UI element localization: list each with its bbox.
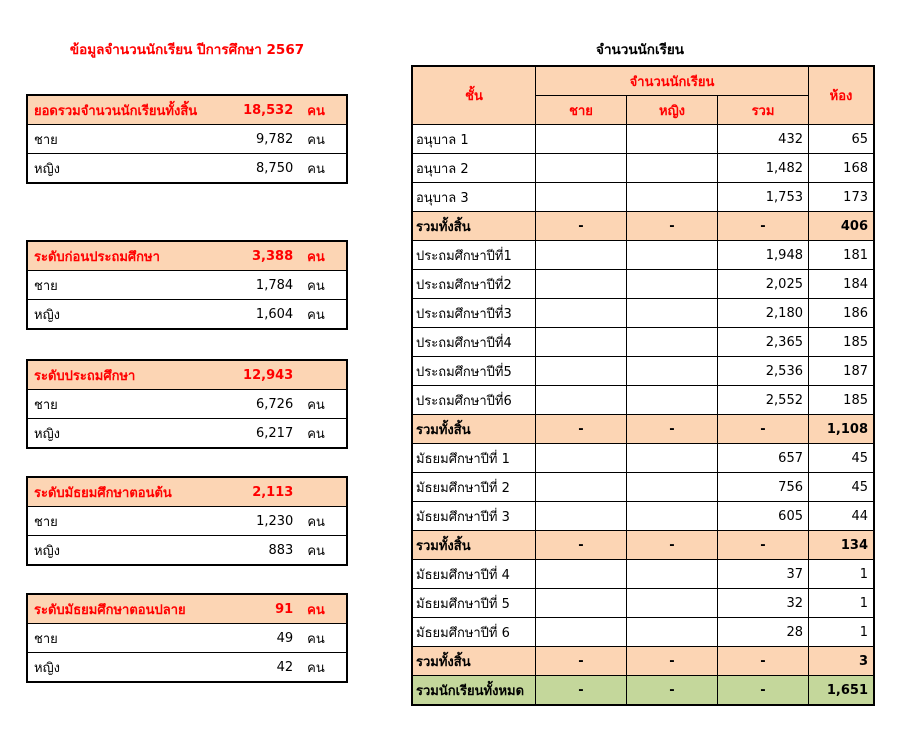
table-row: [412, 618, 874, 647]
summary-primary-row: [27, 360, 347, 390]
rooms-cell: 168: [809, 154, 875, 183]
rooms-cell: 184: [809, 270, 875, 299]
female-cell: [627, 444, 718, 473]
total-cell: 756: [718, 473, 809, 502]
table-row: [412, 589, 874, 618]
rooms-cell: 185: [809, 328, 875, 357]
summary-total-male-unit: คน: [293, 125, 347, 154]
grade-cell: ประถมศึกษาปีที่1: [412, 241, 536, 270]
grade-cell: ประถมศึกษาปีที่6: [412, 386, 536, 415]
summary-total-table: [26, 94, 348, 184]
summary-total-male-value: 9,782: [228, 125, 293, 154]
male-cell: [536, 502, 627, 531]
total-cell: 32: [718, 589, 809, 618]
summary-pre-female-value: 1,604: [255, 306, 294, 322]
female-cell: [627, 473, 718, 502]
summary-primary-unit: [293, 360, 347, 390]
grade-cell: อนุบาล 1: [412, 125, 536, 154]
summary-total-female-row: [27, 154, 347, 184]
summary-lower-value: 2,113: [229, 477, 293, 507]
table-row: [412, 299, 874, 328]
table-row: [412, 328, 874, 357]
rooms-cell: 44: [809, 502, 875, 531]
summary-pre-male-value: 1,784: [229, 271, 294, 300]
header-male: ชาย: [536, 96, 627, 125]
total-cell: -: [718, 212, 809, 241]
summary-pre-male-unit: คน: [293, 271, 347, 300]
female-cell: [627, 357, 718, 386]
male-cell: -: [536, 212, 627, 241]
summary-pre-male-row: [27, 271, 347, 300]
table-row: [412, 502, 874, 531]
female-cell: -: [627, 647, 718, 676]
total-cell: -: [718, 415, 809, 444]
male-cell: [536, 618, 627, 647]
header-rooms: ห้อง: [809, 66, 875, 125]
table-row: [412, 560, 874, 589]
summary-upper-table: [26, 593, 348, 683]
female-cell: [627, 589, 718, 618]
table-row: [412, 357, 874, 386]
summary-total-male-row: [27, 125, 347, 154]
summary-upper-unit: คน: [293, 594, 347, 624]
table-row: [412, 241, 874, 270]
summary-primary-male-unit: คน: [293, 390, 347, 419]
female-cell: [627, 270, 718, 299]
table-row: [412, 473, 874, 502]
female-cell: -: [627, 212, 718, 241]
summary-upper-female-value: 42: [276, 659, 294, 675]
summary-pre-female-label: หญิง: [34, 307, 60, 323]
rooms-cell: 45: [809, 473, 875, 502]
grade-cell: ประถมศึกษาปีที่5: [412, 357, 536, 386]
rooms-cell: 181: [809, 241, 875, 270]
summary-pre-value: 3,388: [229, 241, 294, 271]
male-cell: [536, 241, 627, 270]
summary-upper-value: 91: [230, 594, 293, 624]
table-row: [412, 154, 874, 183]
grade-cell: รวมทั้งสิ้น: [412, 212, 536, 241]
table-row: [412, 270, 874, 299]
header-grade: ชั้น: [412, 66, 536, 125]
male-cell: -: [536, 676, 627, 706]
summary-pre-table: [26, 240, 348, 330]
female-cell: [627, 618, 718, 647]
rooms-cell: 1: [809, 618, 875, 647]
summary-total-value: 18,532: [228, 95, 293, 125]
female-cell: [627, 299, 718, 328]
summary-total-female-value: 8,750: [256, 160, 294, 176]
female-cell: [627, 386, 718, 415]
summary-total-unit: คน: [293, 95, 347, 125]
table-header-row: [412, 66, 874, 96]
female-cell: [627, 183, 718, 212]
subtotal-row: [412, 531, 874, 560]
summary-upper-male-unit: คน: [293, 624, 347, 653]
summary-primary-male-label: ชาย: [27, 390, 228, 419]
total-cell: -: [718, 531, 809, 560]
summary-upper-female-row: [27, 653, 347, 683]
grade-cell: มัธยมศึกษาปีที่ 3: [412, 502, 536, 531]
summary-lower-male-label: ชาย: [27, 507, 229, 536]
female-cell: [627, 241, 718, 270]
header-students: จำนวนนักเรียน: [536, 66, 809, 96]
total-cell: 1,482: [718, 154, 809, 183]
summary-lower-female-value: 883: [268, 542, 294, 558]
summary-lower-female-unit: คน: [307, 543, 325, 559]
summary-title: ข้อมูลจำนวนนักเรียน ปีการศึกษา 2567: [69, 42, 305, 58]
table-row: [412, 183, 874, 212]
summary-pre-female-unit: คน: [307, 307, 325, 323]
summary-total-male-label: ชาย: [27, 125, 228, 154]
male-cell: [536, 328, 627, 357]
female-cell: -: [627, 415, 718, 444]
male-cell: -: [536, 415, 627, 444]
grade-cell: ประถมศึกษาปีที่2: [412, 270, 536, 299]
total-cell: 28: [718, 618, 809, 647]
summary-total-female-label: หญิง: [34, 161, 60, 177]
summary-upper-female-unit: คน: [307, 660, 325, 676]
rooms-cell: 1,108: [809, 415, 875, 444]
table-row: [412, 386, 874, 415]
grade-cell: มัธยมศึกษาปีที่ 1: [412, 444, 536, 473]
rooms-cell: 45: [809, 444, 875, 473]
summary-pre-label: ระดับก่อนประถมศึกษา: [27, 241, 229, 271]
rooms-cell: 173: [809, 183, 875, 212]
summary-primary-female-row: [27, 419, 347, 449]
table-title: จำนวนนักเรียน: [596, 42, 684, 58]
summary-lower-female-row: [27, 536, 347, 566]
grade-cell: ประถมศึกษาปีที่3: [412, 299, 536, 328]
summary-lower-male-value: 1,230: [229, 507, 293, 536]
male-cell: [536, 125, 627, 154]
subtotal-row: [412, 647, 874, 676]
female-cell: [627, 502, 718, 531]
rooms-cell: 406: [809, 212, 875, 241]
female-cell: [627, 560, 718, 589]
male-cell: [536, 357, 627, 386]
students-by-grade-table: [411, 65, 875, 706]
table-row: [412, 125, 874, 154]
summary-total-label: ยอดรวมจำนวนนักเรียนทั้งสิ้น: [27, 95, 228, 125]
total-cell: -: [718, 647, 809, 676]
male-cell: [536, 154, 627, 183]
header-total: รวม: [718, 96, 809, 125]
summary-upper-female-label: หญิง: [34, 660, 60, 676]
summary-lower-female-label: หญิง: [34, 543, 60, 559]
grade-cell: รวมทั้งสิ้น: [412, 647, 536, 676]
total-cell: 2,180: [718, 299, 809, 328]
summary-total-row: [27, 95, 347, 125]
total-cell: -: [718, 676, 809, 706]
grade-cell: มัธยมศึกษาปีที่ 5: [412, 589, 536, 618]
grade-cell: มัธยมศึกษาปีที่ 2: [412, 473, 536, 502]
grade-cell: อนุบาล 3: [412, 183, 536, 212]
summary-lower-unit: [293, 477, 347, 507]
rooms-cell: 187: [809, 357, 875, 386]
summary-lower-male-unit: คน: [293, 507, 347, 536]
grade-cell: มัธยมศึกษาปีที่ 4: [412, 560, 536, 589]
total-cell: 432: [718, 125, 809, 154]
grade-cell: รวมนักเรียนทั้งหมด: [412, 676, 536, 706]
summary-lower-row: [27, 477, 347, 507]
total-cell: 1,948: [718, 241, 809, 270]
male-cell: -: [536, 531, 627, 560]
summary-lower-male-row: [27, 507, 347, 536]
summary-pre-unit: คน: [293, 241, 347, 271]
female-cell: -: [627, 676, 718, 706]
male-cell: [536, 560, 627, 589]
female-cell: [627, 154, 718, 183]
rooms-cell: 1,651: [809, 676, 875, 706]
total-cell: 2,025: [718, 270, 809, 299]
male-cell: [536, 270, 627, 299]
summary-upper-male-label: ชาย: [27, 624, 230, 653]
rooms-cell: 134: [809, 531, 875, 560]
subtotal-row: [412, 415, 874, 444]
summary-pre-row: [27, 241, 347, 271]
header-female: หญิง: [627, 96, 718, 125]
grade-cell: รวมทั้งสิ้น: [412, 415, 536, 444]
grand-total-row: [412, 676, 874, 706]
rooms-cell: 3: [809, 647, 875, 676]
summary-primary-female-label: หญิง: [34, 426, 60, 442]
table-row: [412, 444, 874, 473]
summary-upper-row: [27, 594, 347, 624]
male-cell: -: [536, 647, 627, 676]
summary-primary-label: ระดับประถมศึกษา: [27, 360, 228, 390]
total-cell: 2,365: [718, 328, 809, 357]
total-cell: 657: [718, 444, 809, 473]
female-cell: -: [627, 531, 718, 560]
grade-cell: อนุบาล 2: [412, 154, 536, 183]
summary-pre-male-label: ชาย: [27, 271, 229, 300]
rooms-cell: 65: [809, 125, 875, 154]
male-cell: [536, 444, 627, 473]
summary-primary-male-value: 6,726: [228, 390, 293, 419]
summary-lower-table: [26, 476, 348, 566]
grade-cell: รวมทั้งสิ้น: [412, 531, 536, 560]
summary-upper-male-row: [27, 624, 347, 653]
subtotal-row: [412, 212, 874, 241]
male-cell: [536, 183, 627, 212]
grade-cell: ประถมศึกษาปีที่4: [412, 328, 536, 357]
summary-upper-label: ระดับมัธยมศึกษาตอนปลาย: [27, 594, 230, 624]
male-cell: [536, 299, 627, 328]
summary-primary-value: 12,943: [228, 360, 293, 390]
total-cell: 1,753: [718, 183, 809, 212]
male-cell: [536, 473, 627, 502]
summary-total-female-unit: คน: [307, 161, 325, 177]
total-cell: 37: [718, 560, 809, 589]
rooms-cell: 1: [809, 589, 875, 618]
summary-upper-male-value: 49: [230, 624, 293, 653]
female-cell: [627, 125, 718, 154]
summary-primary-table: [26, 359, 348, 449]
summary-primary-female-unit: คน: [307, 426, 325, 442]
rooms-cell: 1: [809, 560, 875, 589]
summary-primary-female-value: 6,217: [256, 425, 294, 441]
grade-cell: มัธยมศึกษาปีที่ 6: [412, 618, 536, 647]
male-cell: [536, 386, 627, 415]
summary-lower-label: ระดับมัธยมศึกษาตอนต้น: [27, 477, 229, 507]
rooms-cell: 186: [809, 299, 875, 328]
summary-primary-male-row: [27, 390, 347, 419]
total-cell: 2,536: [718, 357, 809, 386]
rooms-cell: 185: [809, 386, 875, 415]
male-cell: [536, 589, 627, 618]
female-cell: [627, 328, 718, 357]
summary-pre-female-row: [27, 300, 347, 330]
total-cell: 605: [718, 502, 809, 531]
total-cell: 2,552: [718, 386, 809, 415]
